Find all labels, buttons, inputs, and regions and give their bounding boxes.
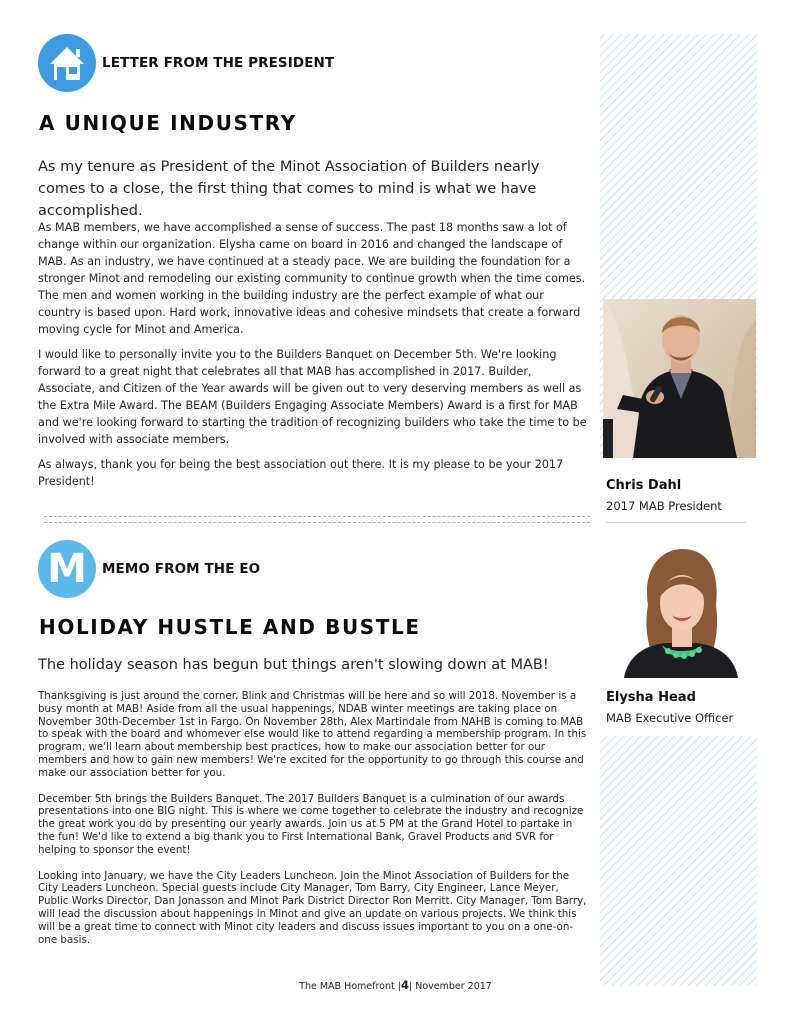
chris-dahl-name: Chris Dahl xyxy=(606,478,682,493)
eo-section-header xyxy=(38,540,260,598)
footer-publication: The MAB Homefront xyxy=(299,981,395,992)
page-footer xyxy=(0,978,791,992)
eo-section-label: MEMO FROM THE EO xyxy=(102,561,261,577)
elysha-head-name: Elysha Head xyxy=(606,690,696,705)
president-paragraph: As always, thank you for being the best association out there. It is my please to be your 2017 President! xyxy=(38,458,564,488)
footer-date: November 2017 xyxy=(415,981,492,992)
elysha-head-title: MAB Executive Officer xyxy=(606,711,734,725)
president-section-label: LETTER FROM THE PRESIDENT xyxy=(102,55,335,71)
president-body xyxy=(38,219,588,498)
president-paragraph: As MAB members, we have accomplished a sense of success. The past 18 months saw a lot of change within our organization. Elysha came on board in 2016 and changed the landscape of MAB. As an industry, we have continued at a steady pace. We are building the foundation for a stronger Minot and remodeling our existing community to continue growth when the time comes. The men and women working in the building industry are the perfect example of what our country is based upon. Hard work, innovative ideas and cohesive mindsets that create a forward moving cycle for Minot and America. xyxy=(38,221,586,336)
president-paragraph: I would like to personally invite you to the Builders Banquet on December 5th. We're looking forward to a great night that celebrates all that MAB has accomplished in 2017. Builder, Associate, and Citizen of the Year awards will be given out to very deserving members as well as the Extra Mile Award. The BEAM (Builders Engaging Associate Members) Award is a first for MAB and we're looking forward to starting the tradition of recognizing builders who take the time to be involved with associate members. xyxy=(38,348,587,446)
footer-separator: | xyxy=(408,981,413,992)
eo-headline: HOLIDAY HUSTLE AND BUSTLE xyxy=(39,615,421,639)
footer-separator: | xyxy=(397,981,401,992)
eo-lead: The holiday season has begun but things aren't slowing down at MAB! xyxy=(38,657,549,673)
memo-badge-icon xyxy=(38,540,96,598)
eo-paragraph: December 5th brings the Builders Banquet. The 2017 Builders Banquet is a culmination of our awards presentations into one BIG night. This is where we come together to celebrate the industry and recognize the great work you do by presenting our yearly awards. Join us at 5 PM at the Grand Hotel to partake in the fun! We'd like to extend a big thank you to First International Bank, Gravel Products and SVR for helping to sponsor the event! xyxy=(38,792,584,856)
memo-badge-letter: M xyxy=(47,546,87,592)
section-divider xyxy=(44,516,590,523)
president-headline: A UNIQUE INDUSTRY xyxy=(39,111,297,135)
president-section-header xyxy=(38,34,334,92)
sidebar-rule xyxy=(606,522,746,523)
chris-dahl-title: 2017 MAB President xyxy=(606,499,722,513)
elysha-head-photo xyxy=(616,545,746,678)
chris-dahl-photo xyxy=(603,299,756,458)
eo-body xyxy=(38,690,590,959)
eo-paragraph: Looking into January, we have the City Leaders Luncheon. Join the Minot Association of Builders for the City Leaders Luncheon. Special guests include City Manager, Tom Barry, City Engineer, Lance Meyer, Public Works Director, Dan Jonasson and Minot Park District Director Ron Merritt. City Manager, Tom Barry, will lead the discussion about happenings in Minot and give an update on various projects. We think this will be a great time to connect with Minot city leaders and discuss issues important to you on a one-on-one basis. xyxy=(38,869,587,946)
footer-page-number: 4 xyxy=(400,978,409,992)
house-icon xyxy=(38,34,96,92)
president-lead: As my tenure as President of the Minot Association of Builders nearly comes to a close, the first thing that comes to mind is what we have accomplished. xyxy=(38,159,540,219)
eo-paragraph: Thanksgiving is just around the corner. Blink and Christmas will be here and so will 2018. November is a busy month at MAB! Aside from all the usual happenings, NDAB winter meetings are taking place on November 30th-December 1st in Fargo. On November 28th, Alex Martindale from NAHB is coming to MAB to speak with the board and whomever else would like to attend regarding a membership program. In this program, we'll learn about membership best practices, how to make our association better for our members and how to gain new members! We're excited for the opportunity to go through this course and make our association better for you. xyxy=(38,690,587,779)
